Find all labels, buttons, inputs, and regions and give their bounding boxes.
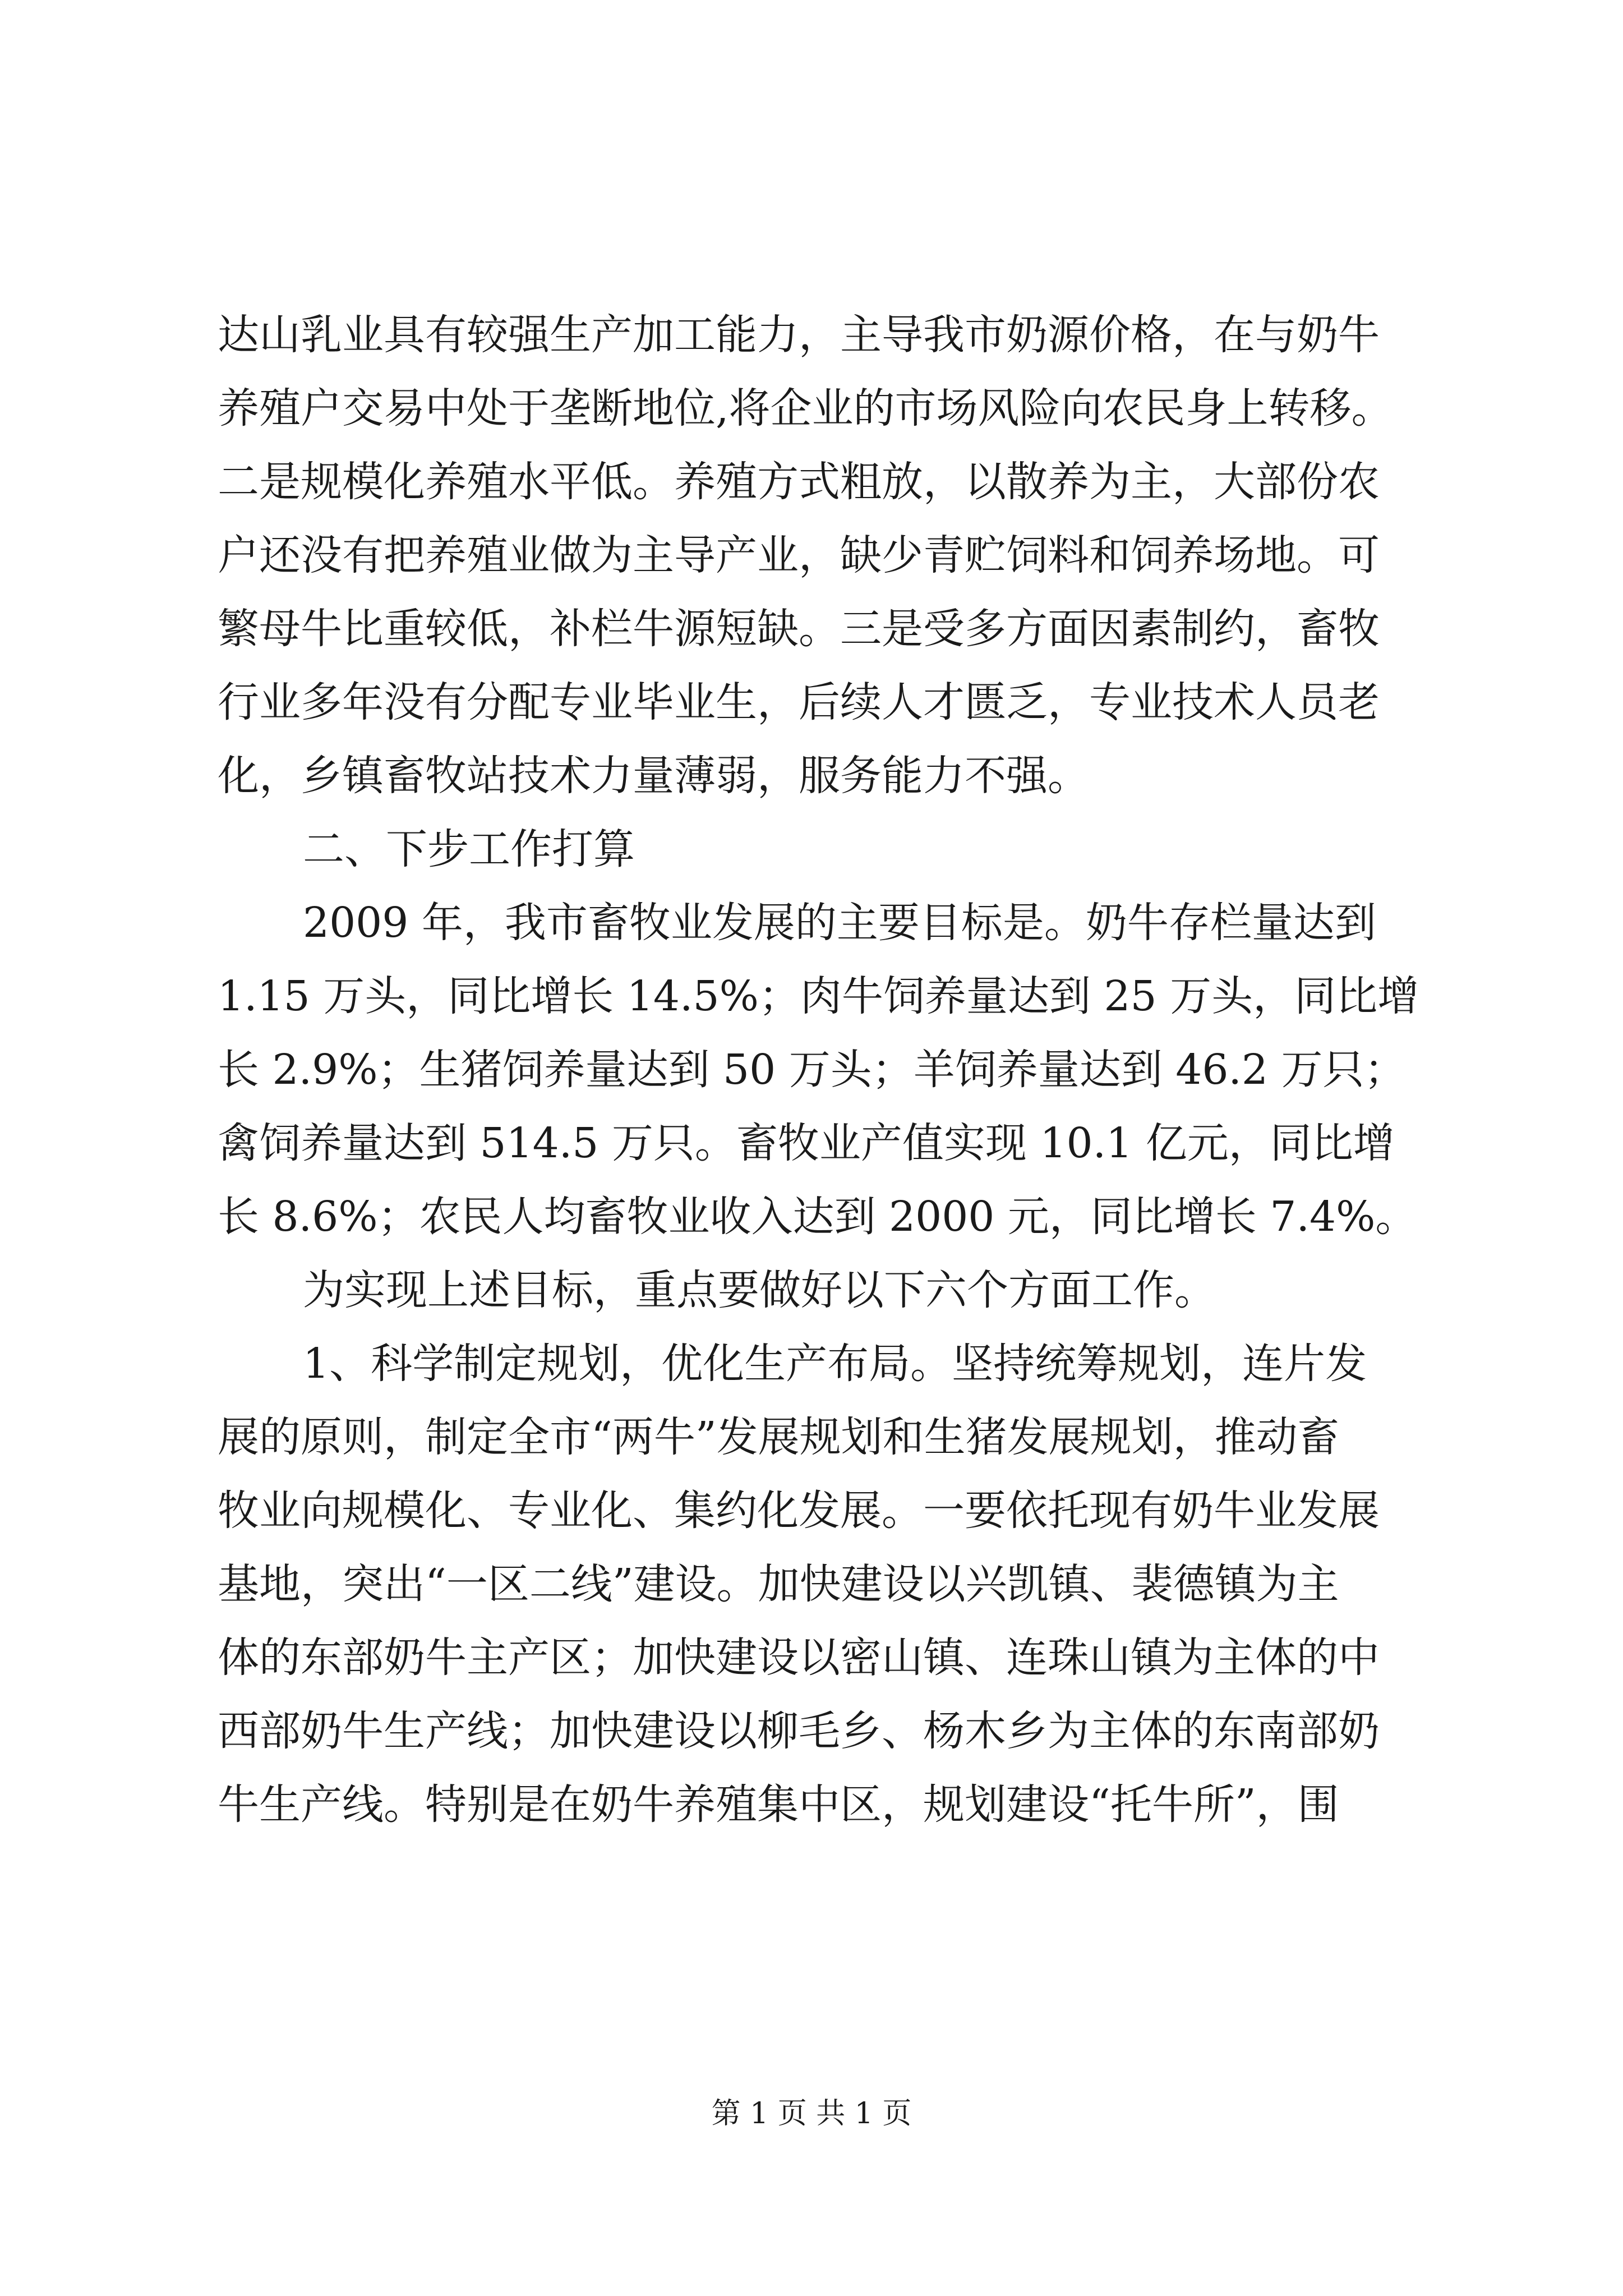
text-line: 化，乡镇畜牧站技术力量薄弱，服务能力不强。 [218,752,1089,800]
text-line: 行业多年没有分配专业毕业生，后续人才匮乏，专业技术人员老 [218,678,1380,726]
text-line: 展的原则，制定全市“两牛”发展规划和生猪发展规划，推动畜 [218,1413,1339,1461]
text-line: 2009 年，我市畜牧业发展的主要目标是。奶牛存栏量达到 [303,899,1376,947]
text-line: 1.15 万头，同比增长 14.5%；肉牛饲养量达到 25 万头，同比增 [218,972,1419,1020]
text-line: 禽饲养量达到 514.5 万只。畜牧业产值实现 10.1 亿元，同比增 [218,1119,1395,1167]
text-line: 养殖户交易中处于垄断地位,将企业的市场风险向农民身上转移。 [218,384,1393,432]
text-line: 1、科学制定规划，优化生产布局。坚持统筹规划，连片发 [303,1340,1367,1388]
text-line: 达山乳业具有较强生产加工能力，主导我市奶源价格，在与奶牛 [218,311,1380,359]
page-number-footer: 第 1 页 共 1 页 [711,2097,912,2131]
text-line: 西部奶牛生产线；加快建设以柳毛乡、杨木乡为主体的东南部奶 [218,1707,1380,1755]
section-heading: 二、下步工作打算 [303,825,635,873]
text-line: 繁母牛比重较低，补栏牛源短缺。三是受多方面因素制约，畜牧 [218,605,1380,653]
text-line: 为实现上述目标，重点要做好以下六个方面工作。 [303,1266,1216,1314]
text-line: 长 8.6%；农民人均畜牧业收入达到 2000 元，同比增长 7.4%。 [218,1193,1417,1241]
text-line: 牛生产线。特别是在奶牛养殖集中区，规划建设“托牛所”，围 [218,1780,1339,1829]
text-line: 户还没有把养殖业做为主导产业，缺少青贮饲料和饲养场地。可 [218,531,1380,579]
text-line: 牧业向规模化、专业化、集约化发展。一要依托现有奶牛业发展 [218,1487,1380,1535]
text-line: 长 2.9%；生猪饲养量达到 50 万头；羊饲养量达到 46.2 万只； [218,1046,1406,1094]
text-line: 基地，突出“一区二线”建设。加快建设以兴凯镇、裴德镇为主 [218,1560,1339,1608]
text-line: 二是规模化养殖水平低。养殖方式粗放，以散养为主，大部份农 [218,458,1380,506]
text-line: 体的东部奶牛主产区；加快建设以密山镇、连珠山镇为主体的中 [218,1634,1380,1682]
